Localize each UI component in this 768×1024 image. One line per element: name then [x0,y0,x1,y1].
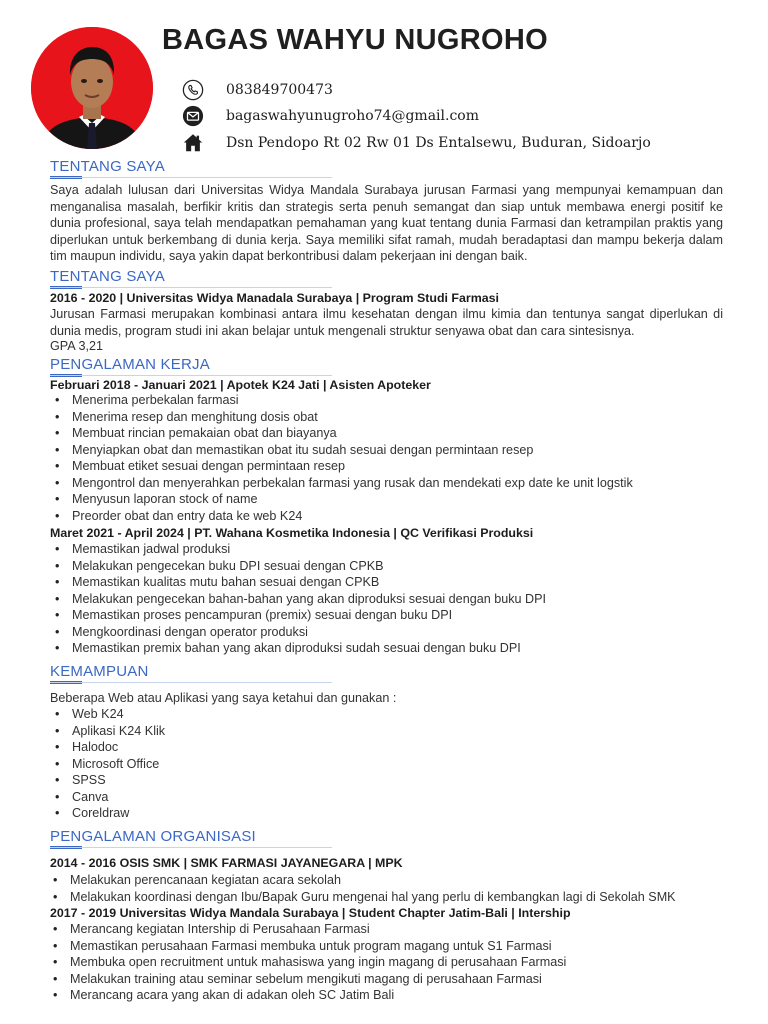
section-title-experience: PENGALAMAN KERJA [50,356,210,373]
organization-heading: 2014 - 2016 OSIS SMK | SMK FARMASI JAYANEGARA | MPK [50,856,403,870]
list-item: • Membuka open recruitment untuk mahasiswa yang ingin magang di perusahaan Farmasi [48,954,566,971]
home-address: Dsn Pendopo Rt 02 Rw 01 Ds Entalsewu, Buduran, Sidoarjo [226,135,651,151]
list-item: • Menerima perbekalan farmasi [50,392,633,409]
candidate-name: BAGAS WAHYU NUGROHO [162,24,548,56]
organization-activities-list [48,872,676,905]
list-item: • Mengontrol dan menyerahkan perbekalan farmasi yang rusak dan mendekati exp date ke unit logstik [50,475,633,492]
list-item: • Halodoc [50,739,165,756]
list-item: • Melakukan koordinasi dengan Ibu/Bapak Guru mengenai hal yang perlu di kembangkan lagi di Sekolah SMK [48,889,676,906]
email-row [180,104,479,128]
education-heading: 2016 - 2020 | Universitas Widya Manadala Surabaya | Program Studi Farmasi [50,291,499,305]
phone-number: 083849700473 [226,82,333,98]
section-title-education: TENTANG SAYA [50,268,165,285]
organization-heading: 2017 - 2019 Universitas Widya Mandala Surabaya | Student Chapter Jatim-Bali | Intership [50,906,571,920]
list-item: • Menyiapkan obat dan memastikan obat itu sudah sesuai dengan permintaan resep [50,442,633,459]
job-heading: Maret 2021 - April 2024 | PT. Wahana Kosmetika Indonesia | QC Verifikasi Produksi [50,526,534,540]
list-item: • Preorder obat dan entry data ke web K24 [50,508,633,525]
list-item: • Canva [50,789,165,806]
list-item: • Aplikasi K24 Klik [50,723,165,740]
list-item: • Mengkoordinasi dengan operator produksi [50,624,546,641]
list-item: • Web K24 [50,706,165,723]
list-item: • Menerima resep dan menghitung dosis obat [50,409,633,426]
organization-activities-list [48,921,566,1004]
education-paragraph: Jurusan Farmasi merupakan kombinasi antara ilmu kesehatan dengan ilmu kimia dan tentunya sangat diperlukan di dunia medis, program studi ini akan belajar untuk mengenali struktur senyawa obat dan cara sintesisnya. [50,307,723,338]
list-item: • Merancang acara yang akan di adakan oleh SC Jatim Bali [48,987,566,1004]
list-item: • Memastikan proses pencampuran (premix) sesuai dengan buku DPI [50,607,546,624]
profile-photo [31,27,153,149]
job-duties-list [50,541,546,657]
list-item: • Memastikan jadwal produksi [50,541,546,558]
skills-intro: Beberapa Web atau Aplikasi yang saya ketahui dan gunakan : [50,691,397,705]
list-item: • Microsoft Office [50,756,165,773]
list-item: • Menyusun laporan stock of name [50,491,633,508]
list-item: • SPSS [50,772,165,789]
job-heading: Februari 2018 - Januari 2021 | Apotek K24 Jati | Asisten Apoteker [50,378,431,392]
list-item: • Melakukan training atau seminar sebelum mengikuti magang di perusahaan Farmasi [48,971,566,988]
list-item: • Membuat rincian pemakaian obat dan biayanya [50,425,633,442]
skills-list [50,706,165,822]
list-item: • Melakukan perencanaan kegiatan acara sekolah [48,872,676,889]
address-row [180,131,651,155]
list-item: • Coreldraw [50,805,165,822]
phone-icon [180,78,206,102]
list-item: • Membuat etiket sesuai dengan permintaan resep [50,458,633,475]
list-item: • Melakukan pengecekan buku DPI sesuai dengan CPKB [50,558,546,575]
section-title-about: TENTANG SAYA [50,158,165,175]
education-gpa: GPA 3,21 [50,339,103,353]
home-icon [180,131,206,155]
email-icon [180,104,206,128]
email-address: bagaswahyunugroho74@gmail.com [226,108,479,124]
section-title-skills: KEMAMPUAN [50,663,148,680]
phone-row [180,78,333,102]
list-item: • Memastikan perusahaan Farmasi membuka untuk program magang untuk S1 Farmasi [48,938,566,955]
list-item: • Memastikan kualitas mutu bahan sesuai dengan CPKB [50,574,546,591]
about-paragraph: Saya adalah lulusan dari Universitas Widya Mandala Surabaya jurusan Farmasi yang mempunyai kemampuan dan menganalisa masalah, berfikir kritis dan strategis serta penuh semangat dan siap untuk membawa energi positif ke dunia profesional, saya telah mendapatkan pemahaman yang kuat tentang dunia Farmasi dan ketrampilan praktis yang diperlukan untuk berkembang di dunia kerja. Saya memiliki sifat ramah, mudah beradaptasi dan mampu bekerja dalam tim maupun individu, saya yakin dapat berkontribusi dalam pekerjaan ini dengan baik. [50,183,723,263]
section-title-organization: PENGALAMAN ORGANISASI [50,828,256,845]
list-item: • Merancang kegiatan Intership di Perusahaan Farmasi [48,921,566,938]
list-item: • Memastikan premix bahan yang akan diproduksi sudah sesuai dengan buku DPI [50,640,546,657]
job-duties-list [50,392,633,524]
list-item: • Melakukan pengecekan bahan-bahan yang akan diproduksi sesuai dengan buku DPI [50,591,546,608]
